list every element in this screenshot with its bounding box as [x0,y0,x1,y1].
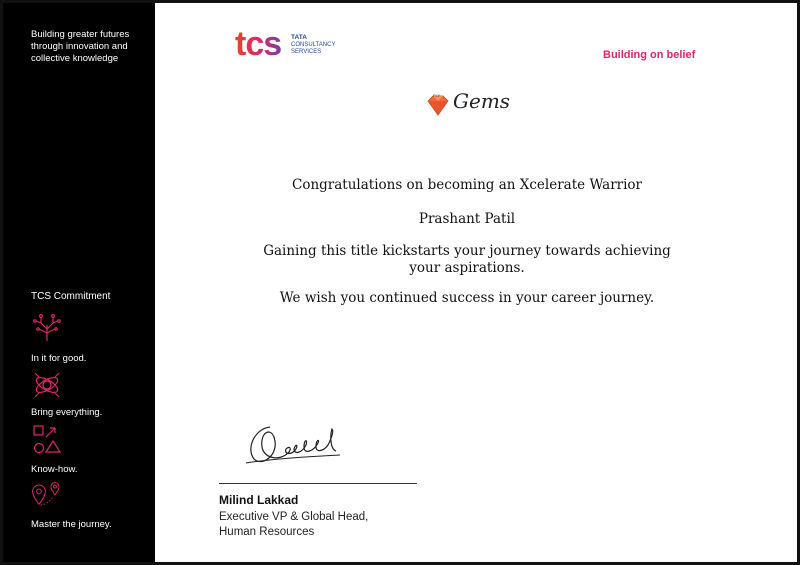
signatory-title-line-2: Human Resources [219,526,315,538]
commitment-label-3: Know-how. [31,464,78,475]
atom-icon [31,369,63,401]
logo-line-2: CONSULTANCY [291,42,336,48]
tcs-logo-text [291,34,335,56]
gems-badge [425,85,515,121]
certificate-body [155,3,797,562]
brand-slogan: Building on belief [603,49,696,61]
congrats-text: Congratulations on becoming an Xcelerate Warrior [291,177,642,193]
sidebar-tagline: Building greater futures through innovation and collective knowledge [31,29,130,64]
signatory-name: Milind Lakkad [219,493,299,507]
gems-title: Gems [453,89,511,113]
signatory-title-line-1: Executive VP & Global Head, [219,511,369,523]
location-pin-icon [31,477,63,509]
signatory-title [219,510,368,540]
logo-line-3: SERVICES [291,49,322,55]
wish-text: We wish you continued success in your career journey. [279,290,655,306]
commitment-title: TCS Commitment [31,291,111,302]
circuit-tree-icon [31,311,63,343]
signature [240,415,350,475]
recipient-name: Prashant Patil [418,211,516,227]
message-text: Gaining this title kickstarts your journey towards achieving your aspirations. [263,243,671,276]
commitment-label-4: Master the journey. [31,519,112,530]
tcs-logo [235,27,355,65]
signature-line [219,483,417,484]
sidebar [3,3,155,562]
commitment-label-1: In it for good. [31,353,87,364]
logo-line-1: TATA [291,34,307,41]
commitment-label-2: Bring everything. [31,407,103,418]
gems-prefix: FLY [433,93,441,98]
tcs-logo-word: tcs [235,25,282,63]
shapes-icon [31,423,63,455]
